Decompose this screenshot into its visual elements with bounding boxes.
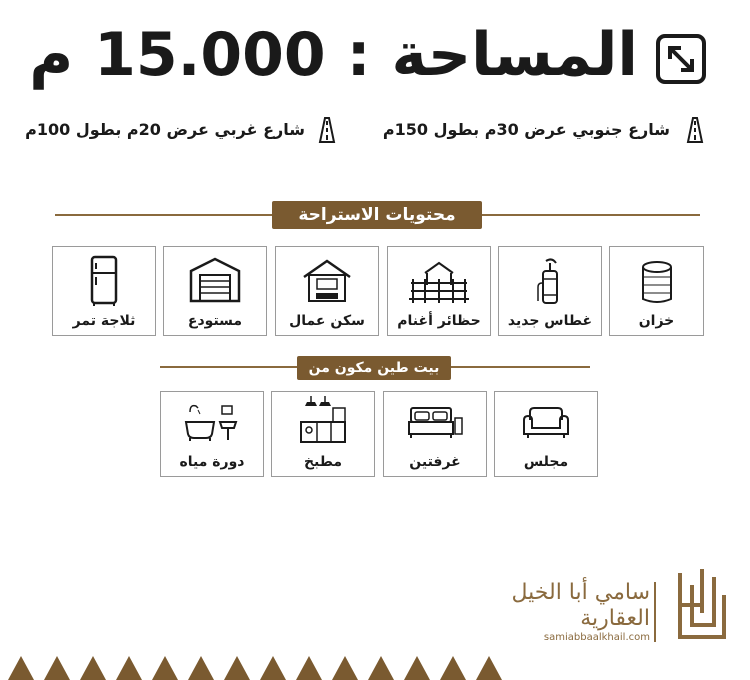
section-title-mud-house: بيت طين مكون من bbox=[297, 356, 451, 380]
card-label: مجلس bbox=[523, 454, 569, 470]
card-warehouse bbox=[163, 246, 267, 336]
card-label: خزان bbox=[638, 313, 675, 329]
decorative-border bbox=[0, 652, 530, 680]
card-majlis bbox=[494, 391, 598, 477]
section-title-contents: محتويات الاستراحة bbox=[272, 201, 482, 229]
resize-arrows-icon bbox=[655, 33, 707, 85]
card-label: حظائر أغنام bbox=[397, 313, 481, 329]
card-bathroom bbox=[160, 391, 264, 477]
brand-name: سامي أبا الخيل bbox=[511, 580, 650, 605]
west-street-text: شارع غربي عرض 20م بطول 100م bbox=[25, 120, 305, 139]
logo-divider bbox=[654, 582, 656, 642]
card-label: غرفتين bbox=[409, 454, 461, 470]
card-kitchen bbox=[271, 391, 375, 477]
card-rooms bbox=[383, 391, 487, 477]
sofa-icon bbox=[520, 406, 572, 444]
card-label: غطاس جديد bbox=[507, 313, 593, 329]
card-label: مستودع bbox=[187, 313, 243, 329]
card-sheep-pen bbox=[387, 246, 491, 336]
road-icon bbox=[314, 117, 340, 143]
brand-name-2: العقارية bbox=[580, 606, 650, 631]
road-icon bbox=[682, 117, 708, 143]
south-street-text: شارع جنوبي عرض 30م بطول 150م bbox=[382, 120, 670, 139]
brand-logo bbox=[672, 565, 732, 645]
area-title: المساحة : 15.000 م bbox=[29, 20, 638, 90]
card-label: مطبخ bbox=[303, 454, 343, 470]
card-worker-housing bbox=[275, 246, 379, 336]
card-label: سكن عمال bbox=[289, 313, 365, 329]
bathroom-icon bbox=[184, 402, 240, 446]
bed-icon bbox=[407, 404, 463, 444]
fridge-icon bbox=[84, 255, 124, 311]
warehouse-icon bbox=[187, 255, 243, 309]
card-pump bbox=[498, 246, 602, 336]
water-tank-icon bbox=[635, 259, 679, 311]
kitchen-icon bbox=[297, 396, 349, 448]
worker-housing-icon bbox=[300, 257, 354, 309]
card-fridge bbox=[52, 246, 156, 336]
card-label: دورة مياه bbox=[179, 454, 245, 470]
sheep-pen-icon bbox=[407, 259, 471, 309]
card-label: ثلاجة تمر bbox=[72, 313, 136, 329]
card-water-tank bbox=[609, 246, 704, 336]
submersible-pump-icon bbox=[528, 257, 572, 313]
brand-website: samiabbaalkhail.com bbox=[543, 632, 650, 643]
